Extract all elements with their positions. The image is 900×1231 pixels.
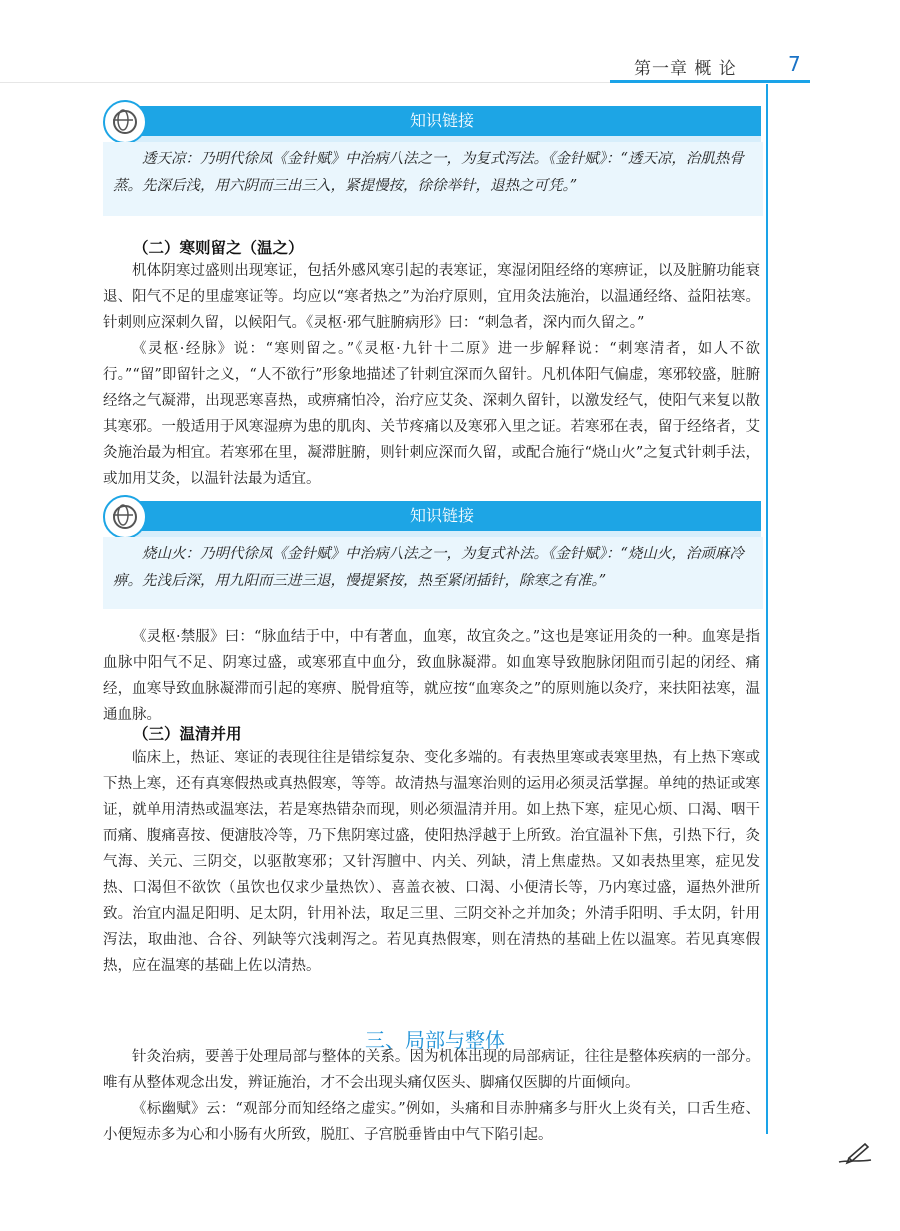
section-heading: （三）温清并用: [133, 725, 242, 743]
globe-icon: [103, 100, 147, 144]
paragraph: [103, 624, 760, 728]
margin-rule: [766, 84, 768, 1134]
knowledge-link-title: 知识链接: [409, 506, 474, 525]
knowledge-link-body: [103, 537, 763, 609]
paragraph-text: 《标幽赋》云：“观部分而知经络之虚实。”例如，头痛和目赤肿痛多与肝火上炎有关，口舌生疮、小便短赤多为心和小肠有火所致，脱肛、子宫脱垂皆由中气下陷引起。: [103, 1101, 760, 1143]
knowledge-link-text: 透天凉：乃明代徐凤《金针赋》中治病八法之一，为复式泻法。《金针赋》：“透天凉，治肌热骨蒸。先深后浅，用六阴而三出三入，紧提慢按，徐徐举针，退热之可凭。”: [113, 151, 744, 194]
pen-icon: [835, 1138, 875, 1170]
knowledge-link-text: 烧山火：乃明代徐凤《金针赋》中治病八法之一，为复式补法。《金针赋》：“烧山火，治顽麻冷痹。先浅后深，用九阳而三进三退，慢提紧按，热至紧闭插针，除寒之有准。”: [113, 546, 744, 589]
section-heading: （二）寒则留之（温之）: [133, 239, 304, 257]
knowledge-link-box: [103, 100, 758, 212]
knowledge-link-title: 知识链接: [409, 111, 474, 130]
part-heading: 三、局部与整体: [365, 1028, 505, 1052]
paragraph-text: 临床上，热证、寒证的表现往往是错综复杂、变化多端的。有表热里寒或表寒里热，有上热下寒或下热上寒，还有真寒假热或真热假寒，等等。故清热与温寒治则的运用必须灵活掌握。单纯的热证或寒证，就单用清热或温寒法，若是寒热错杂而现，则必须温清并用。如上热下寒，症见心烦、口渴、咽干而痛、腹痛喜按、便溏肢冷等，乃下焦阴寒过盛，使阳热浮越于上所致。治宜温补下焦，引热下行，灸气海、关元、三阴交，以驱散寒邪；又针泻膻中、内关、列缺，清上焦虚热。又如表热里寒，症见发热、口渴但不欲饮（虽饮也仅求少量热饮）、喜盖衣被、口渴、小便清长等，乃内寒过盛，逼热外泄所致。治宜内温足阳明、足太阴，针用补法，取足三里、三阴交补之并加灸；外清手阳明、手太阴，针用泻法，取曲池、合谷、列缺等穴浅刺泻之。若见真热假寒，则在清热的基础上佐以温寒。若见真寒假热，应在温寒的基础上佐以清热。: [103, 750, 760, 974]
globe-icon: [103, 495, 147, 539]
paragraph: [103, 745, 760, 979]
paragraph: [103, 258, 760, 492]
paragraph-text: 机体阴寒过盛则出现寒证，包括外感风寒引起的表寒证，寒湿闭阻经络的寒痹证，以及脏腑功能衰退、阳气不足的里虚寒证等。均应以“寒者热之”为治疗原则，宜用灸法施治，以温通经络、益阳祛寒。针刺则应深刺久留，以候阳气。《灵枢·邪气脏腑病形》曰：“刺急者，深内而久留之。”: [103, 263, 760, 331]
knowledge-link-box: [103, 495, 758, 607]
paragraph: [103, 1044, 760, 1148]
paragraph-text: 《灵枢·经脉》说：“寒则留之。”《灵枢·九针十二原》进一步解释说：“刺寒清者，如人不欲行。”“留”即留针之义，“人不欲行”形象地描述了针刺宜深而久留针。凡机体阳气偏虚，寒邪较盛，脏腑经络之气凝滞，出现恶寒喜热，或痹痛怕冷，治疗应艾灸、深刺久留针，以激发经气，使阳气来复以散其寒邪。一般适用于风寒湿痹为患的肌肉、关节疼痛以及寒邪入里之证。若寒邪在表，留于经络者，艾灸施治最为相宜。若寒邪在里，凝滞脏腑，则针刺应深而久留，或配合施行“烧山火”之复式针刺手法，或加用艾灸，以温针法最为适宜。: [103, 341, 760, 487]
paragraph-text: 针灸治病，要善于处理局部与整体的关系。因为机体出现的局部病证，往往是整体疾病的一部分。唯有从整体观念出发，辨证施治，才不会出现头痛仅医头、脚痛仅医脚的片面倾向。: [103, 1049, 760, 1091]
paragraph-text: 《灵枢·禁服》曰：“脉血结于中，中有著血，血寒，故宜灸之。”这也是寒证用灸的一种。血寒是指血脉中阳气不足、阴寒过盛，或寒邪直中血分，致血脉凝滞。如血寒导致胞脉闭阻而引起的闭经、痛经，血寒导致血脉凝滞而引起的寒痹、脱骨疽等，就应按“血寒灸之”的原则施以灸疗，来扶阳祛寒，温通血脉。: [103, 629, 760, 723]
knowledge-link-body: [103, 142, 763, 216]
chapter-title: 第一章 概 论: [634, 59, 737, 79]
running-header: [620, 52, 810, 80]
page-number: 7: [788, 52, 801, 76]
header-accent-rule: [610, 80, 810, 83]
